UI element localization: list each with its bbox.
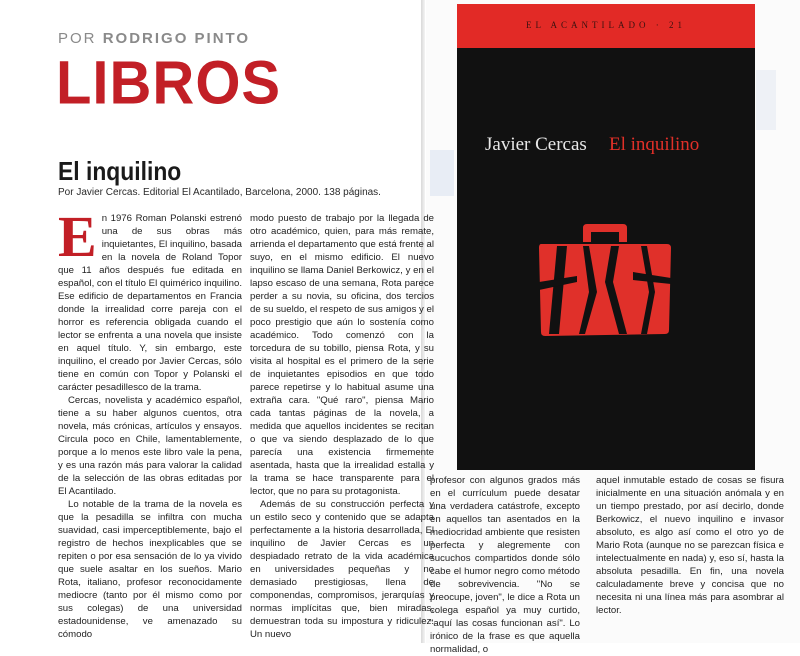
byline-author: RODRIGO PINTO xyxy=(102,30,251,47)
article-title: El inquilino xyxy=(58,156,182,186)
cover-title: El inquilino xyxy=(609,134,700,155)
drop-cap: E xyxy=(58,204,97,269)
paragraph: profesor con algunos grados más en el currículum puede desatar una verdadera catástrofe, excepto en aquellos tan asentados en la mediocridad ambiente que resisten perfecta y alegremente con sucuchos compartidos donde sólo cabe el humor negro como método de sobrevivencia. "No se preocupe, joven", le dice a Rota un colega español ya muy curtido, "aquí las cosas funcionan así". Lo irónico de la frase es que aquella normalidad, o xyxy=(430,475,580,655)
byline-prefix: POR xyxy=(58,30,103,47)
article-meta: Por Javier Cercas. Editorial El Acantilado, Barcelona, 2000. 138 páginas. xyxy=(58,187,381,198)
article-column-4 xyxy=(596,474,784,639)
paragraph: Lo notable de la trama de la novela es que la pesadilla se infiltra con mucha suavidad, casi imperceptiblemente, bajo el registro de hechos inexplicables que se repiten o por esa sensación de lo ya vivido que suele asaltar en los sueños. Mario Rota, italiano, profesor reconocidamente mediocre (tanto por él mismo como por sus colegas) de una universidad estadounidense, ve amenazado su cómodo xyxy=(58,499,242,640)
article-column-1 xyxy=(58,204,242,640)
article-column-3 xyxy=(430,474,580,655)
cover-publisher: EL ACANTILADO · 21 xyxy=(526,20,686,30)
byline xyxy=(58,30,250,47)
article-column-2 xyxy=(250,212,435,640)
suitcase-icon xyxy=(537,222,673,338)
paragraph: Cercas, novelista y académico español, tiene a su haber algunos cuentos, otra novela, más crónicas, artículos y ensayos. Circula poco en Chile, lamentablemente, porque a lo menos este libro vale la pena, y es una razón más para valorar la calidad de la selección de las obras editadas por El Acantilado. xyxy=(58,395,242,497)
cover-author: Javier Cercas xyxy=(485,134,587,155)
book-cover xyxy=(457,4,755,470)
paragraph: modo puesto de trabajo por la llegada de otro académico, quien, para más remate, arrienda el departamento que está frente al suyo, en el mismo edificio. El nuevo inquilino se llama Daniel Berkowicz, y en el lapso escaso de una semana, Rota parece perder a su novia, su oficina, dos tercios de su sueldo, el respeto de sus amigos y el poco prestigio que aún lo sostenía como académico. Todo comenzó con la torcedura de su tobillo, piensa Rota, y su visita al hospital es el primero de la serie de inquietantes episodios en que todo parece repetirse y lo habitual asume una extraña cara. "Qué raro", piensa Mario cada tantas páginas de la novela, a medida que aquellos incidentes se recitan o que va siendo desplazado de lo que parecía una existencia firmemente asentada, hasta que la irrealidad estalla y la trama se hace transparente para el lector, que no para su protagonista. xyxy=(250,213,435,497)
paragraph: Además de su construcción perfecta y un estilo seco y contenido que se adapta perfectamente a la historia desarrollada, El inquilino de Javier Cercas es un despiadado retrato de la vida académica en universidades pequeñas y no demasiado prestigiosas, llena de componendas, compromisos, jerarquías y normas implícitas que, bien miradas, demuestran toda su impostura y ridiculez. Un nuevo xyxy=(250,499,434,640)
paragraph: n 1976 Roman Polanski estrenó una de sus obras más inquietantes, El inquilino, basada en la novela de Roland Topor que 11 años después fue editada en español, con el título El quimérico inquilino. Ese edificio de departamentos en Francia donde la irrealidad corre pareja con el horror es referencia obligada cuando el lector se enfrenta a una novela que insiste en aquel título. Y, sin embargo, este inquilino, el creado por Javier Cercas, sólo tiene en común con Topor y Polanski el carácter pesadillesco de la trama. xyxy=(58,213,242,393)
paragraph: aquel inmutable estado de cosas se fisura inicialmente en una situación anómala y en un tiempo prestado, por así decirlo, donde Berkowicz, el nuevo inquilino e invasor absoluto, es algo así como el otro yo de Mario Rota (aunque no se parezcan física e intelectualmente en nada) y, eso sí, hasta la absoluta pesadilla. En fin, una novela calculadamente breve y concisa que no necesita ni una línea más para asombrar al lector. xyxy=(596,475,784,616)
section-title: LIBROS xyxy=(56,49,282,118)
bleed-through-mark xyxy=(430,150,454,196)
bleed-through-mark xyxy=(756,70,776,130)
